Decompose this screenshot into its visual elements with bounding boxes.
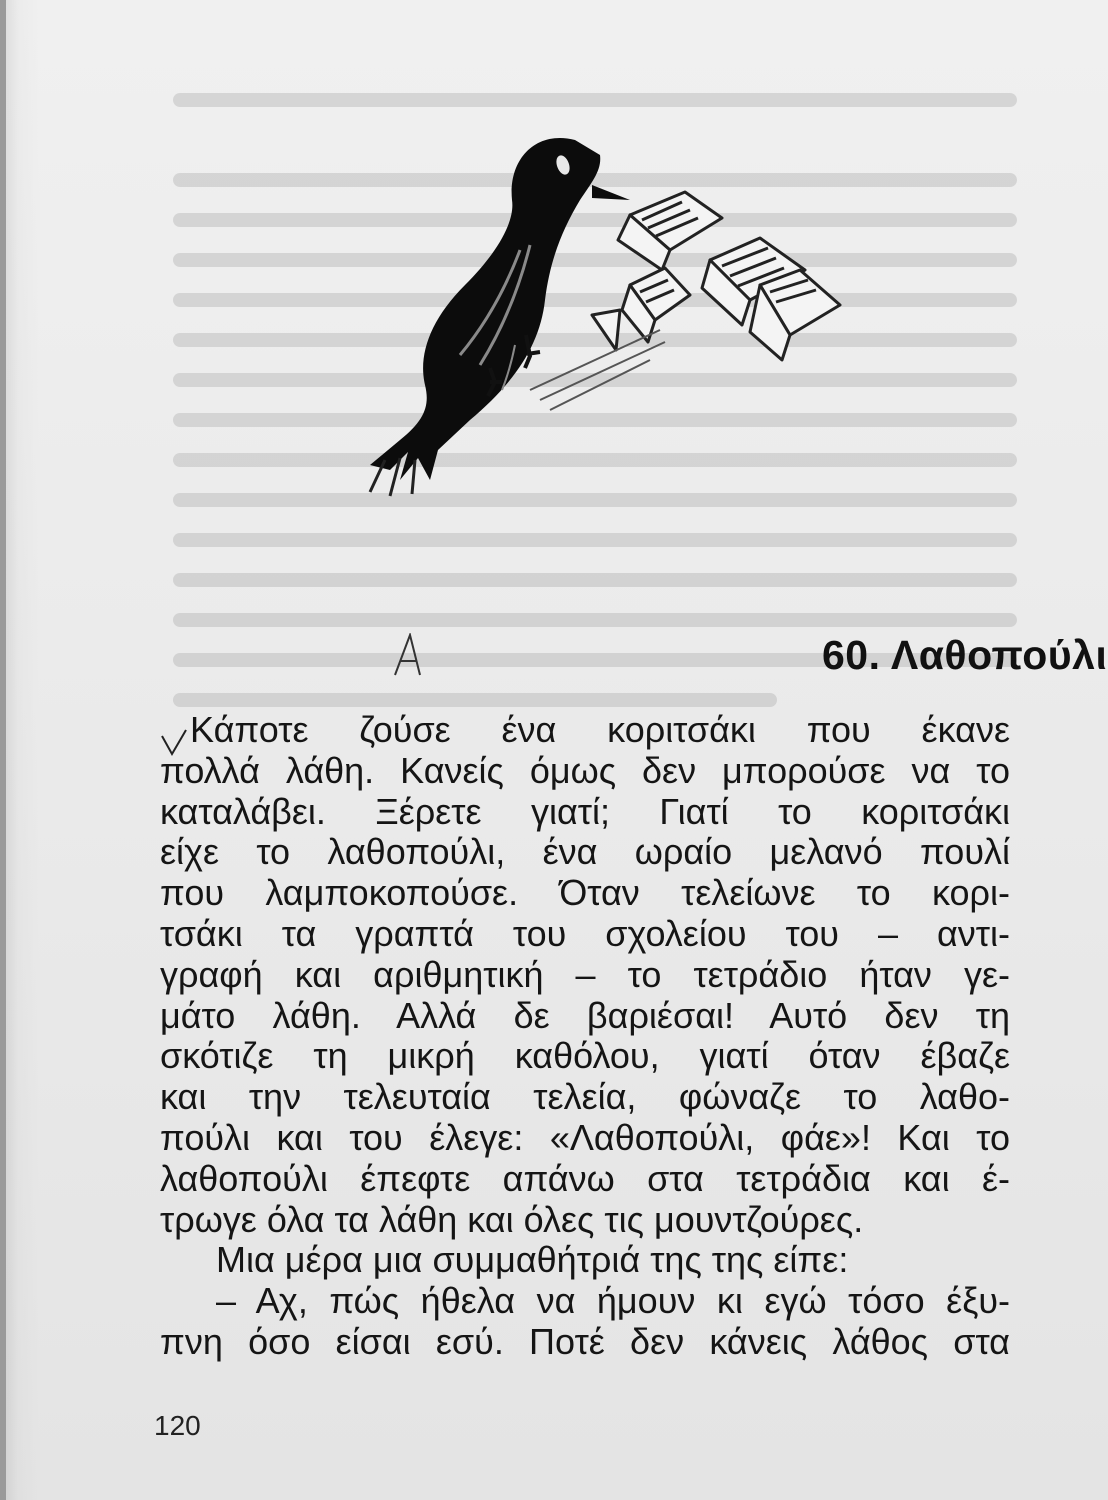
- text-line: γραφή και αριθμητική – το τετράδιο ήταν γε-: [160, 953, 1010, 995]
- text-line: τρωγε όλα τα λάθη και όλες τις μουντζούρες.: [160, 1198, 864, 1240]
- text-line: σκότιζε τη μικρή καθόλου, γιατί όταν έβαζε: [160, 1035, 1010, 1077]
- text-line: – Αχ, πώς ήθελα να ήμουν κι εγώ τόσο έξυ-: [216, 1280, 1010, 1322]
- text-line: είχε το λαθοπούλι, ένα ωραίο μελανό πουλί: [160, 831, 1010, 873]
- page-number: 120: [154, 1410, 201, 1441]
- text-line: Κάποτε ζούσε ένα κοριτσάκι που έκανε: [190, 709, 1010, 750]
- blackbird-with-books-illustration: [330, 120, 870, 510]
- flying-books-icon: [530, 192, 840, 410]
- text-line: που λαμποκοπούσε. Όταν τελείωνε το κορι-: [160, 872, 1010, 914]
- text-line: πολλά λάθη. Κανείς όμως δεν μπορούσε να το: [160, 749, 1010, 791]
- chapter-title: Λαθοπούλι: [890, 632, 1108, 678]
- text-line: πνη όσο είσαι εσύ. Ποτέ δεν κάνεις λάθος στα: [160, 1320, 1010, 1362]
- text-line: Μια μέρα μια συμμαθήτριά της της είπε:: [216, 1239, 849, 1281]
- text-line: λαθοπούλι έπεφτε απάνω στα τετράδια και έ-: [160, 1157, 1010, 1199]
- chapter-number: 60.: [822, 632, 881, 678]
- text-line: τσάκι τα γραπτά του σχολείου του – αντι-: [160, 912, 1010, 954]
- story-text: [160, 710, 1010, 1363]
- text-line: και την τελευταία τελεία, φώναζε το λαθο-: [160, 1076, 1010, 1118]
- handwritten-a-mark-icon: [392, 633, 422, 677]
- text-line: πούλι και του έλεγε: «Λαθοπούλι, φάε»! Και το: [160, 1116, 1010, 1158]
- text-line: καταλάβει. Ξέρετε γιατί; Γιατί το κοριτσάκι: [160, 790, 1010, 832]
- page-spine-shadow: [0, 0, 6, 1500]
- blackbird-icon: [370, 138, 630, 496]
- text-line: μάτο λάθη. Αλλά δε βαριέσαι! Αυτό δεν τη: [160, 994, 1010, 1036]
